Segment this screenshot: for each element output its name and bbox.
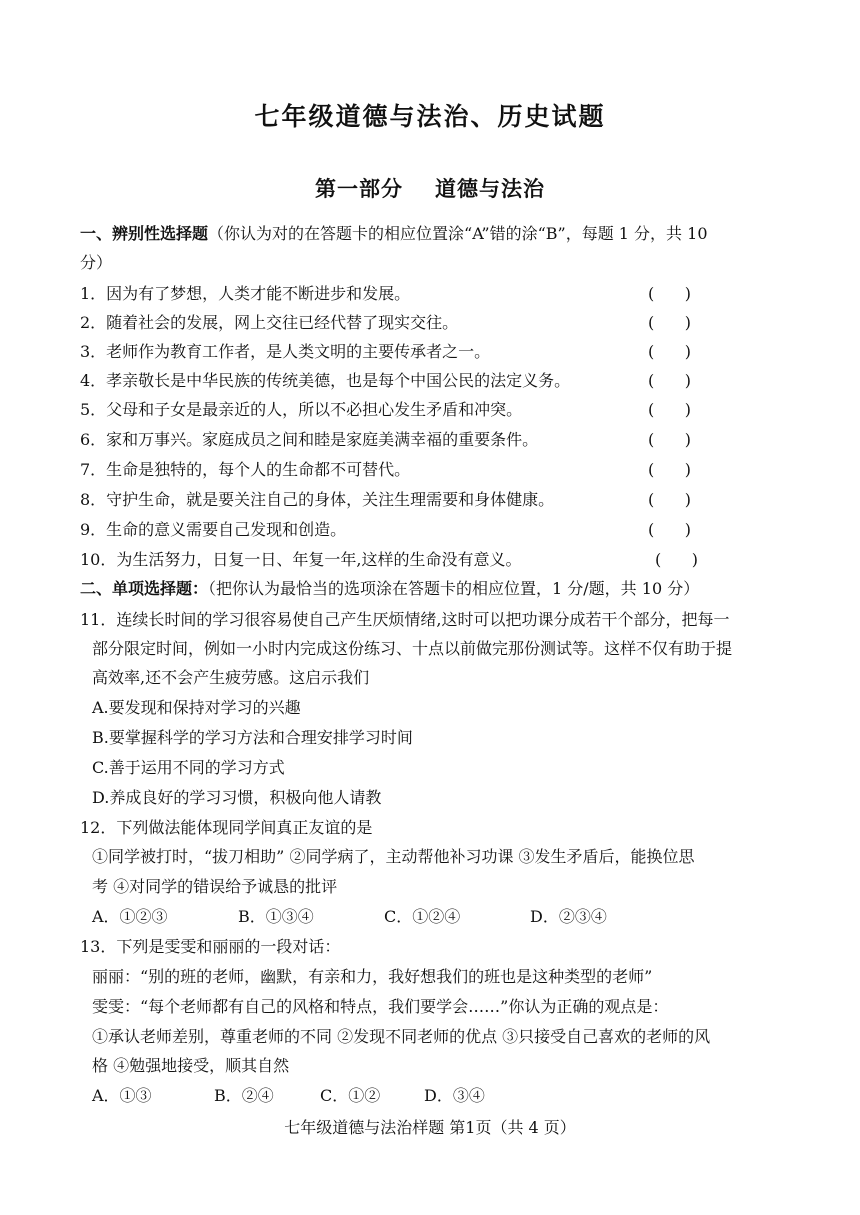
q11-stem-line-2: 部分限定时间，例如一小时内完成这份练习、十点以前做完那份测试等。这样不仅有助于提 bbox=[92, 639, 733, 658]
section1-heading: 一、辨别性选择题 bbox=[80, 224, 209, 243]
tf-question-6: 6．家和万事兴。家庭成员之间和睦是家庭美满幸福的重要条件。 bbox=[80, 430, 539, 449]
section1-instruction: （你认为对的在答题卡的相应位置涂“A”错的涂“B”，每题 1 分，共 10 bbox=[208, 224, 708, 243]
q12-option-b: B．①③④ bbox=[238, 907, 314, 926]
q11-option-a: A.要发现和保持对学习的兴趣 bbox=[92, 698, 301, 717]
tf-question-3: 3．老师作为教育工作者，是人类文明的主要传承者之一。 bbox=[80, 342, 491, 361]
q12-options bbox=[92, 906, 790, 928]
q12-option-d: D．②③④ bbox=[530, 907, 607, 926]
answer-paren-10: ( ) bbox=[655, 550, 698, 569]
q11-option-b: B.要掌握科学的学习方法和合理安排学习时间 bbox=[92, 728, 413, 747]
q12-statements-line-1: ①同学被打时，“拔刀相助” ②同学病了，主动帮他补习功课 ③发生矛盾后，能换位思 bbox=[92, 847, 695, 866]
answer-paren-2: ( ) bbox=[648, 313, 691, 332]
section2-heading: 二、单项选择题： bbox=[80, 579, 209, 598]
page-footer: 七年级道德与法治样题 第1页（共 4 页） bbox=[284, 1118, 576, 1137]
q13-dialogue-1: 丽丽：“别的班的老师，幽默，有亲和力，我好想我们的班也是这种类型的老师” bbox=[92, 967, 653, 986]
q13-statements-line-2: 格 ④勉强地接受，顺其自然 bbox=[92, 1056, 290, 1075]
q11-option-d: D.养成良好的学习习惯，积极向他人请教 bbox=[92, 788, 382, 807]
answer-paren-9: ( ) bbox=[648, 520, 691, 539]
tf-question-8: 8．守护生命，就是要关注自己的身体，关注生理需要和身体健康。 bbox=[80, 490, 555, 509]
section1-instruction-line bbox=[80, 223, 790, 245]
part-label: 第一部分 bbox=[315, 176, 403, 201]
tf-question-2: 2．随着社会的发展，网上交往已经代替了现实交往。 bbox=[80, 313, 459, 332]
answer-paren-3: ( ) bbox=[648, 342, 691, 361]
answer-paren-6: ( ) bbox=[648, 430, 691, 449]
tf-question-10: 10．为生活努力，日复一日、年复一年,这样的生命没有意义。 bbox=[80, 550, 522, 569]
answer-paren-1: ( ) bbox=[648, 284, 691, 303]
section2-instruction-line bbox=[80, 578, 790, 600]
q12-statements-line-2: 考 ④对同学的错误给予诚恳的批评 bbox=[92, 877, 338, 896]
q12-option-c: C．①②④ bbox=[384, 907, 461, 926]
q13-option-b: B．②④ bbox=[214, 1086, 274, 1105]
q13-option-a: A．①③ bbox=[92, 1086, 152, 1105]
tf-question-5: 5．父母和子女是最亲近的人，所以不必担心发生矛盾和冲突。 bbox=[80, 400, 523, 419]
q11-option-c: C.善于运用不同的学习方式 bbox=[92, 758, 285, 777]
answer-paren-8: ( ) bbox=[648, 490, 691, 509]
q13-options bbox=[92, 1085, 790, 1107]
q13-stem: 13．下列是雯雯和丽丽的一段对话： bbox=[80, 937, 341, 956]
section2-instruction: （把你认为最恰当的选项涂在答题卡的相应位置，1 分/题，共 10 分） bbox=[208, 579, 700, 598]
answer-paren-7: ( ) bbox=[648, 460, 691, 479]
q11-stem-line-3: 高效率,还不会产生疲劳感。这启示我们 bbox=[92, 668, 370, 687]
q13-dialogue-2: 雯雯：“每个老师都有自己的风格和特点，我们要学会……”你认为正确的观点是： bbox=[92, 997, 669, 1016]
q11-stem-line-1: 11．连续长时间的学习很容易使自己产生厌烦情绪,这时可以把功课分成若干个部分，把每一 bbox=[80, 610, 730, 629]
q13-option-c: C．①② bbox=[320, 1086, 381, 1105]
q12-option-a: A．①②③ bbox=[92, 907, 168, 926]
tf-question-4: 4．孝亲敬长是中华民族的传统美德，也是每个中国公民的法定义务。 bbox=[80, 371, 571, 390]
part-heading bbox=[0, 173, 860, 203]
tf-question-1: 1．因为有了梦想，人类才能不断进步和发展。 bbox=[80, 284, 411, 303]
page-title: 七年级道德与法治、历史试题 bbox=[254, 102, 606, 131]
tf-question-7: 7．生命是独特的，每个人的生命都不可替代。 bbox=[80, 460, 411, 479]
answer-paren-5: ( ) bbox=[648, 400, 691, 419]
part-name: 道德与法治 bbox=[435, 176, 545, 201]
section1-instruction-cont: 分） bbox=[80, 253, 113, 272]
answer-paren-4: ( ) bbox=[648, 371, 691, 390]
q12-stem: 12．下列做法能体现同学间真正友谊的是 bbox=[80, 818, 373, 837]
q13-statements-line-1: ①承认老师差别，尊重老师的不同 ②发现不同老师的优点 ③只接受自己喜欢的老师的风 bbox=[92, 1027, 711, 1046]
q13-option-d: D．③④ bbox=[424, 1086, 485, 1105]
tf-question-9: 9．生命的意义需要自己发现和创造。 bbox=[80, 520, 347, 539]
